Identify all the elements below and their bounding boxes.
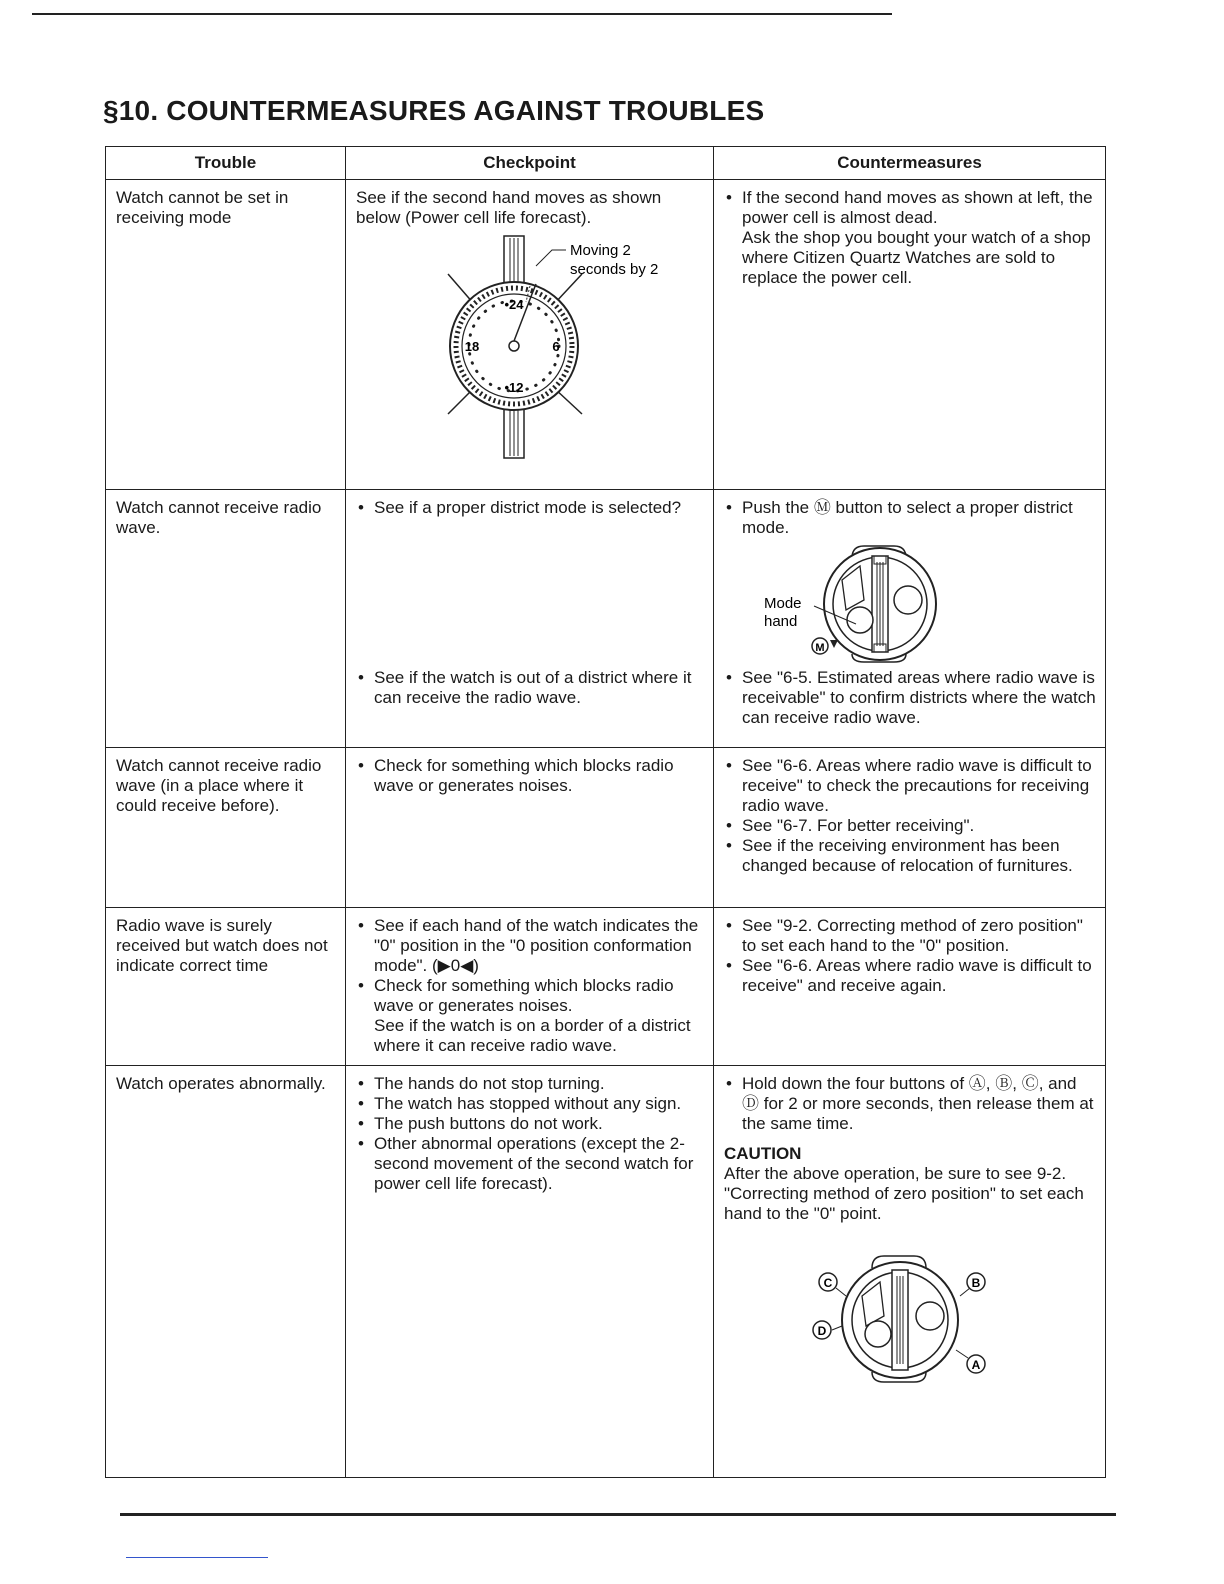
figure-label-moving: Moving 2	[570, 242, 631, 259]
list-item: • The watch has stopped without any sign.	[356, 1094, 705, 1114]
m-button-label: M	[815, 642, 825, 654]
checkpoint-continued: See if the watch is on a border of a district where it can receive radio wave.	[374, 1016, 691, 1055]
checkpoint-cell	[346, 490, 714, 748]
list-item: • The push buttons do not work.	[356, 1114, 705, 1134]
countermeasures-cell	[714, 908, 1106, 1066]
countermeasures-cell	[714, 490, 1106, 748]
trouble-text: Watch cannot receive radio wave.	[116, 498, 322, 537]
trouble-cell	[106, 180, 346, 490]
header-checkpoint: Checkpoint	[346, 147, 714, 180]
list-item: • If the second hand moves as shown at left, the power cell is almost dead.	[724, 188, 1097, 228]
trouble-text: Watch cannot receive radio wave (in a place where it could receive before).	[116, 756, 322, 815]
list-item: • See "6-5. Estimated areas where radio wave is receivable" to confirm districts where the watch can receive radio wave.	[724, 668, 1097, 728]
list-item: • See "6-6. Areas where radio wave is difficult to receive" and receive again.	[724, 956, 1097, 996]
checkpoint-cell	[346, 180, 714, 490]
list-item: • See if a proper district mode is selected?	[356, 498, 705, 518]
table-row	[106, 908, 1106, 1066]
mode-hand-figure	[734, 540, 994, 664]
list-item: • The hands do not stop turning.	[356, 1074, 705, 1094]
figure-label-seconds: seconds by 2	[570, 261, 659, 278]
blue-underline	[126, 1557, 268, 1558]
list-item: • See if the watch is out of a district where it can receive the radio wave.	[356, 668, 705, 708]
countermeasures-cell	[714, 1066, 1106, 1478]
list-item: • Check for something which blocks radio wave or generates noises.	[356, 756, 705, 796]
checkpoint-text: See if the second hand moves as shown below (Power cell life forecast).	[356, 188, 662, 227]
list-item: • See if the receiving environment has been changed because of relocation of furnitures.	[724, 836, 1097, 876]
list-item: • See "6-7. For better receiving".	[724, 816, 1097, 836]
countermeasures-cell	[714, 748, 1106, 908]
list-item: • See "9-2. Correcting method of zero position" to set each hand to the "0" position.	[724, 916, 1097, 956]
list-item: • See "6-6. Areas where radio wave is difficult to receive" to check the precautions for receiving radio wave.	[724, 756, 1097, 816]
caution-text: After the above operation, be sure to see 9-2. "Correcting method of zero position" to set each hand to the "0" point.	[724, 1164, 1084, 1223]
list-item: • See if each hand of the watch indicates the "0" position in the "0 position conformation mode". (▶0◀)	[356, 916, 705, 976]
list-item: • Push the Ⓜ button to select a proper district mode.	[724, 498, 1097, 538]
dial-label-left: 18	[464, 339, 480, 354]
trouble-cell	[106, 490, 346, 748]
header-countermeasures: Countermeasures	[714, 147, 1106, 180]
trouble-cell	[106, 1066, 346, 1478]
countermeasures-cell	[714, 180, 1106, 490]
trouble-table	[105, 146, 1106, 1478]
list-item: • Other abnormal operations (except the 2-second movement of the second watch for power cell life forecast).	[356, 1134, 705, 1194]
list-item: • Check for something which blocks radio wave or generates noises.	[356, 976, 705, 1016]
trouble-cell	[106, 748, 346, 908]
caution-title: CAUTION	[724, 1144, 802, 1163]
c-button-label: C	[823, 1276, 833, 1290]
four-buttons-figure	[724, 1246, 1084, 1396]
list-item: • Hold down the four buttons of Ⓐ, Ⓑ, Ⓒ, and Ⓓ for 2 or more seconds, then release them at the same time.	[724, 1074, 1097, 1134]
top-rule	[32, 13, 892, 15]
bottom-rule	[120, 1513, 1116, 1516]
table-header-row	[106, 147, 1106, 180]
trouble-text: Watch cannot be set in receiving mode	[116, 188, 289, 227]
page-title: §10. COUNTERMEASURES AGAINST TROUBLES	[103, 95, 765, 126]
checkpoint-cell	[346, 748, 714, 908]
a-button-label: A	[971, 1358, 981, 1372]
d-button-label: D	[817, 1324, 827, 1338]
dial-label-bottom: •12	[504, 380, 524, 395]
b-button-label: B	[971, 1276, 981, 1290]
trouble-cell	[106, 908, 346, 1066]
figure-label-mode: Mode	[764, 595, 802, 612]
trouble-text: Radio wave is surely received but watch does not indicate correct time	[116, 916, 328, 975]
checkpoint-cell	[346, 1066, 714, 1478]
checkpoint-cell	[346, 908, 714, 1066]
dial-label-top: •24	[504, 297, 524, 312]
header-trouble: Trouble	[106, 147, 346, 180]
table-row	[106, 490, 1106, 748]
dial-label-right: 6	[552, 339, 560, 354]
counter-continued: Ask the shop you bought your watch of a shop where Citizen Quartz Watches are sold to replace the power cell.	[742, 228, 1091, 287]
table-row	[106, 180, 1106, 490]
table-row	[106, 1066, 1106, 1478]
trouble-text: Watch operates abnormally.	[116, 1074, 326, 1093]
figure-label-hand: hand	[764, 613, 798, 630]
table-row	[106, 748, 1106, 908]
second-hand-figure	[356, 232, 676, 464]
